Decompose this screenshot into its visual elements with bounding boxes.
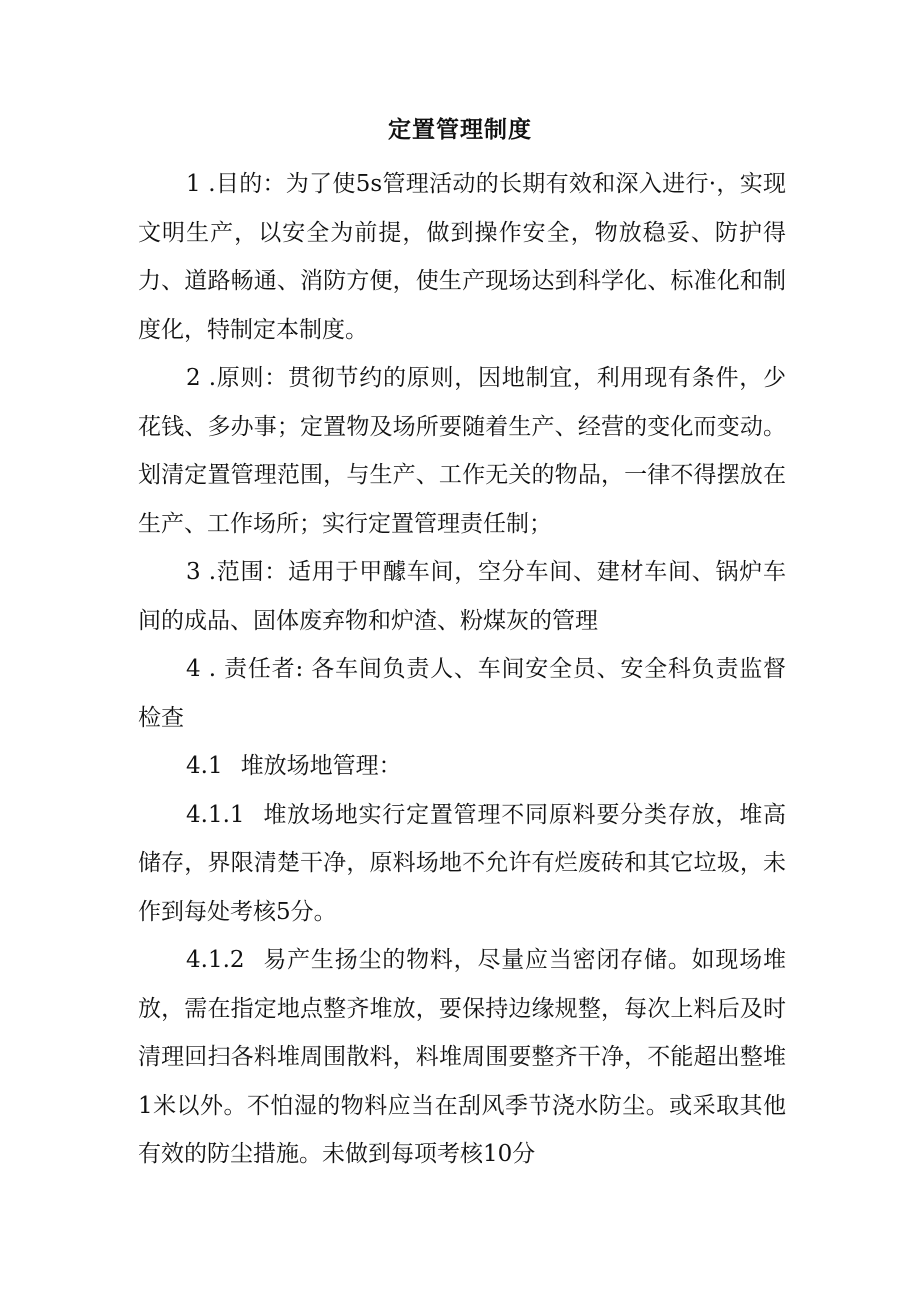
paragraph-number: 1 <box>186 171 201 197</box>
paragraph-number: 4 <box>186 656 201 682</box>
paragraph-purpose <box>138 160 786 354</box>
paragraph-text: 堆放场地管理： <box>240 753 402 779</box>
paragraph-scope <box>138 548 786 645</box>
paragraph-4-1-2 <box>138 936 786 1179</box>
paragraph-text: 易产生扬尘的物料，尽量应当密闭存储。如现场堆放，需在指定地点整齐堆放，要保持边缘规整，每次上料后及时清理回扫各料堆周围散料，料堆周围要整齐干净，不能超出整堆1米以外。不怕湿的物料应当在刮风季节浇水防尘。或采取其他有效的防尘措施。未做到每项考核10分 <box>138 947 786 1167</box>
paragraph-text: 堆放场地实行定置管理不同原料要分类存放，堆高储存，界限清楚干净，原料场地不允许有烂废砖和其它垃圾，未作到每处考核5分。 <box>138 801 786 925</box>
paragraph-number: 4.1 <box>186 753 223 779</box>
paragraph-text: .目的：为了使5s管理活动的长期有效和深入进行·，实现文明生产，以安全为前提，做到操作安全，物放稳妥、防护得力、道路畅通、消防方便，使生产现场达到科学化、标准化和制度化，特制定本制度。 <box>138 171 787 343</box>
document-body <box>138 160 786 1179</box>
paragraph-number: 3 <box>186 559 201 585</box>
paragraph-text: . 责任者: 各车间负责人、车间安全员、安全科负责监督检查 <box>138 656 787 731</box>
paragraph-storage-heading <box>138 742 786 791</box>
paragraph-text: .范围：适用于甲醵车间，空分车间、建材车间、锅炉车间的成品、固体废弃物和炉渣、粉煤灰的管理 <box>138 559 786 634</box>
paragraph-number: 4.1.1 <box>186 801 245 828</box>
paragraph-principle <box>138 354 786 548</box>
paragraph-text: .原则：贯彻节约的原则，因地制宜，利用现有条件，少花钱、多办事；定置物及场所要随着生产、经营的变化而变动。划清定置管理范围，与生产、工作无关的物品，一律不得摆放在生产、工作场所；实行定置管理责任制； <box>138 365 786 537</box>
paragraph-number: 2 <box>186 365 201 391</box>
document-title: 定置管理制度 <box>388 116 532 143</box>
paragraph-responsible <box>138 645 786 742</box>
paragraph-number: 4.1.2 <box>186 947 245 973</box>
paragraph-4-1-1 <box>138 791 786 937</box>
